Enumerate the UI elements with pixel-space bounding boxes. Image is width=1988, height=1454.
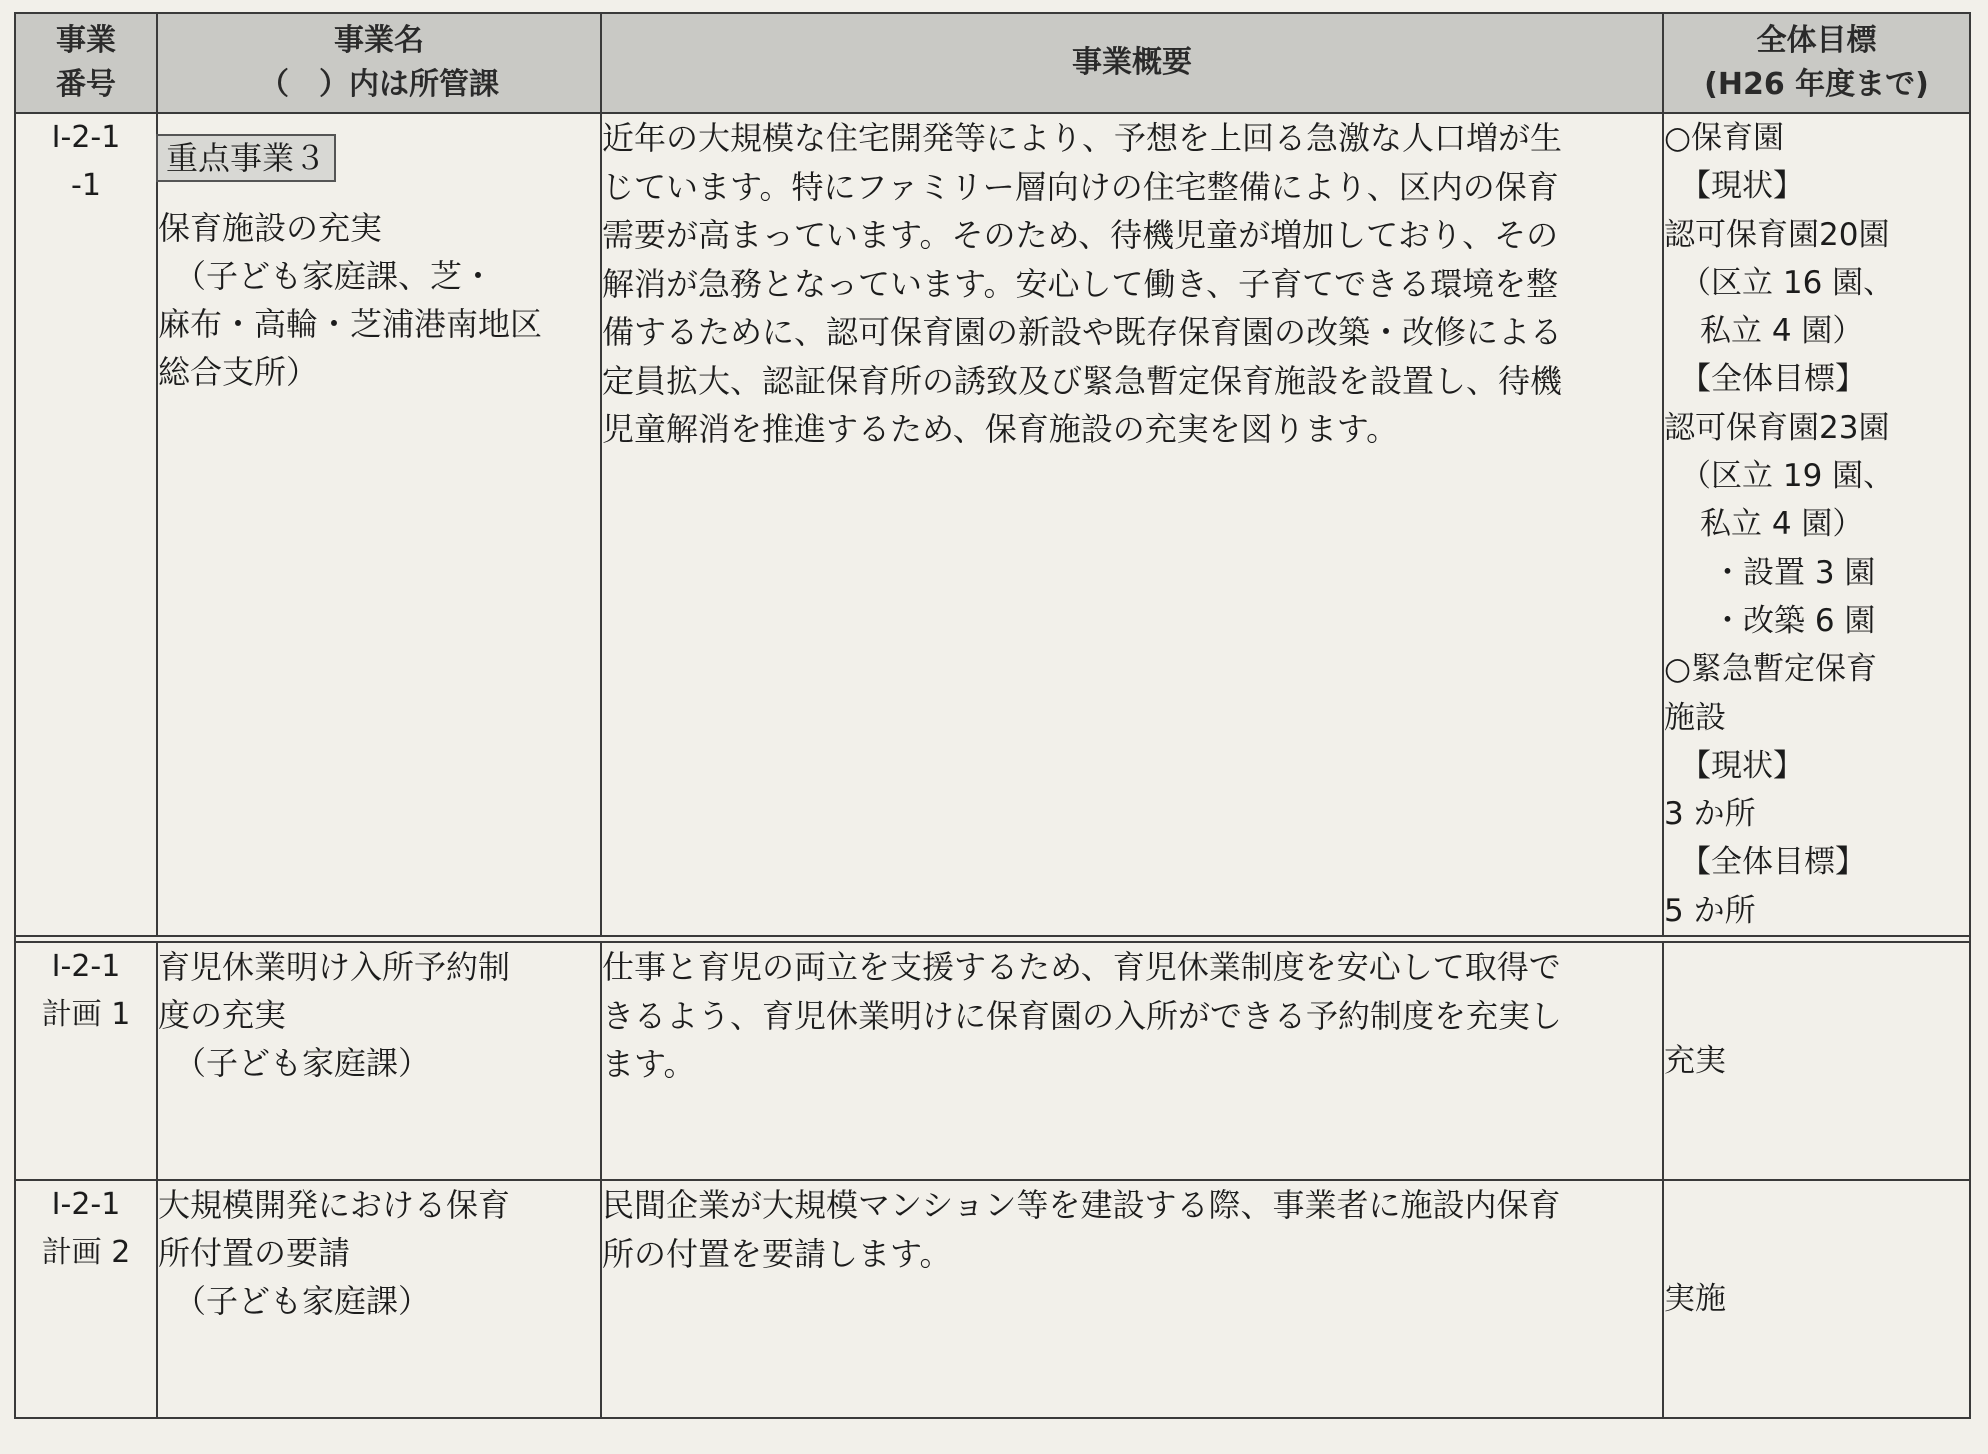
- project-table: [14, 12, 1971, 1419]
- header-summary: 事業概要: [601, 13, 1663, 113]
- project-name: 大規模開発における保育 所付置の要請 （子ども家庭課）: [157, 1180, 601, 1418]
- header-name: 事業名 （ ）内は所管課: [157, 13, 601, 113]
- project-number: Ⅰ-2-1 計画 2: [15, 1180, 157, 1418]
- header-target: 全体目標 (H26 年度まで): [1663, 13, 1970, 113]
- plan-document: [14, 12, 1969, 1442]
- project-target: 充実: [1663, 942, 1970, 1180]
- project-number: Ⅰ-2-1 計画 1: [15, 942, 157, 1180]
- project-summary: 仕事と育児の両立を支援するため、育児休業制度を安心して取得で きるよう、育児休業明けに保育園の入所ができる予約制度を充実し ます。: [601, 942, 1663, 1180]
- priority-badge: 重点事業３: [156, 134, 336, 182]
- project-target: ○保育園 【現状】 認可保育園20園 （区立 16 園、 私立 4 園） 【全体目標】 認可保育園23園 （区立 19 園、 私立 4 園） ・設置 3 園 ・改築 6 園 ○緊急暫定保育 施設 【現状】 3 か所 【全体目標】 5 か所: [1663, 113, 1970, 936]
- header-row: [15, 13, 1970, 113]
- project-number: Ⅰ-2-1 -1: [15, 113, 157, 936]
- project-name: 育児休業明け入所予約制 度の充実 （子ども家庭課）: [157, 942, 601, 1180]
- table-row: [15, 1180, 1970, 1418]
- project-name: 重点事業３ 保育施設の充実 （子ども家庭課、芝・ 麻布・高輪・芝浦港南地区 総合支所）: [157, 113, 601, 936]
- header-number: 事業 番号: [15, 13, 157, 113]
- project-target: 実施: [1663, 1180, 1970, 1418]
- project-summary: 近年の大規模な住宅開発等により、予想を上回る急激な人口増が生 じています。特にファミリー層向けの住宅整備により、区内の保育 需要が高まっています。そのため、待機児童が増加しており、その 解消が急務となっています。安心して働き、子育てできる環境を整 備するために、認可保育園の新設や既存保育園の改築・改修による 定員拡大、認証保育所の誘致及び緊急暫定保育施設を設置し、待機 児童解消を推進するため、保育施設の充実を図ります。: [601, 113, 1663, 936]
- project-summary: 民間企業が大規模マンション等を建設する際、事業者に施設内保育 所の付置を要請します。: [601, 1180, 1663, 1418]
- table-row: [15, 113, 1970, 936]
- table-row: [15, 942, 1970, 1180]
